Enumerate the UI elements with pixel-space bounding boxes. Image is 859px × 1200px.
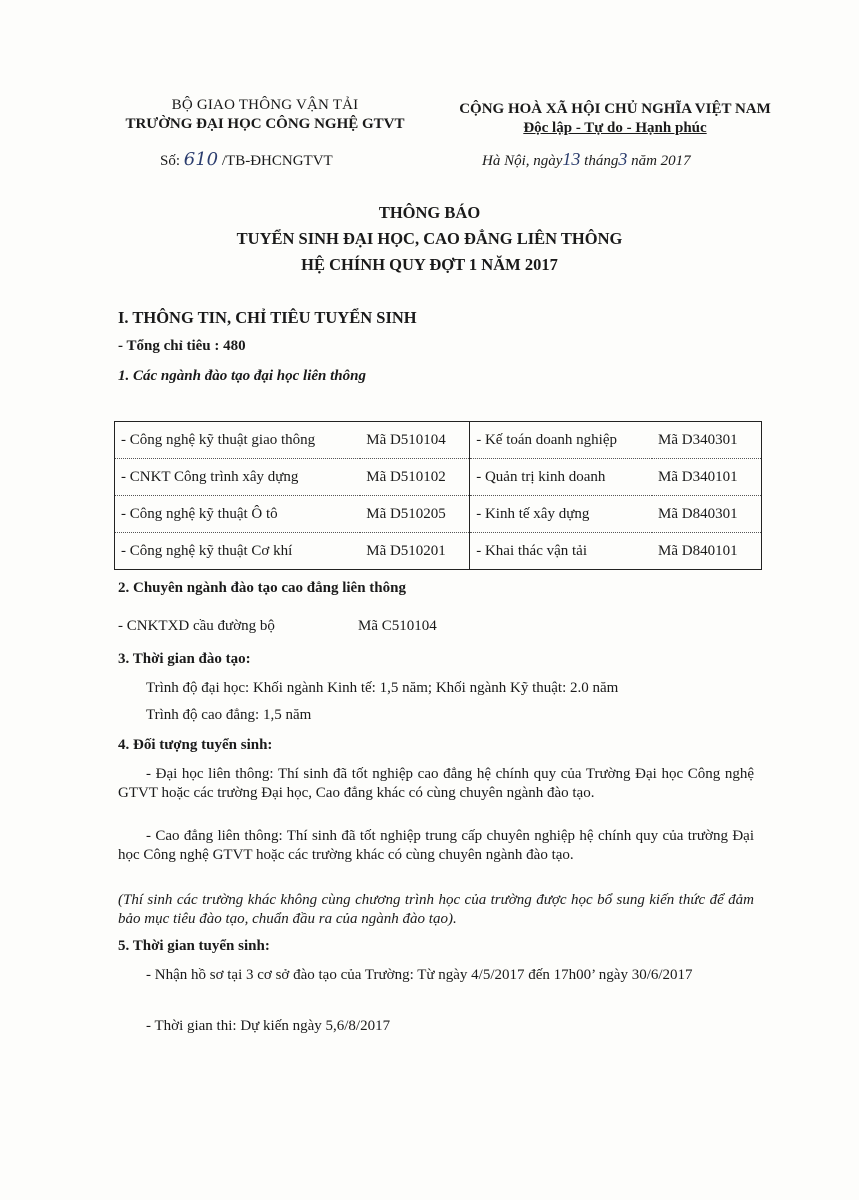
title-line-1: THÔNG BÁO xyxy=(378,203,481,222)
target-college: - Cao đẳng liên thông: Thí sinh đã tốt nghiệp trung cấp chuyên nghiệp hệ chính quy của trường Đại học Công nghệ GTVT hoặc các trường khác có cùng chuyên ngành đào tạo. xyxy=(118,828,754,863)
duration-college: Trình độ cao đẳng: 1,5 năm xyxy=(146,707,312,723)
date-year: năm 2017 xyxy=(631,153,691,169)
title-line-2: TUYỂN SINH ĐẠI HỌC, CAO ĐẲNG LIÊN THÔNG xyxy=(236,229,623,248)
ref-suffix: /TB-ĐHCNGTVT xyxy=(221,153,333,169)
subheading-duration: 3. Thời gian đào tạo: xyxy=(118,651,251,667)
major-name: - Quản trị kinh doanh xyxy=(470,459,652,496)
total-quota: - Tổng chỉ tiêu : 480 xyxy=(118,338,246,354)
major-code: Mã D510102 xyxy=(360,459,469,496)
major-code: Mã D340301 xyxy=(652,422,762,459)
subheading-target: 4. Đối tượng tuyển sinh: xyxy=(118,737,273,753)
subheading-college-majors: 2. Chuyên ngành đào tạo cao đẳng liên thông xyxy=(118,580,406,596)
major-code: Mã D510205 xyxy=(360,496,469,533)
title-line-3: HỆ CHÍNH QUY ĐỢT 1 NĂM 2017 xyxy=(301,255,558,274)
major-name: - Công nghệ kỹ thuật Cơ khí xyxy=(115,533,361,570)
college-major-name: - CNKTXD cầu đường bộ xyxy=(118,618,275,634)
ref-prefix: Số: xyxy=(160,153,181,169)
country-name: CỘNG HOÀ XÃ HỘI CHỦ NGHĨA VIỆT NAM xyxy=(459,101,771,117)
ref-number: 610 xyxy=(183,149,219,170)
date-month: 3 xyxy=(618,149,628,169)
major-name: - Công nghệ kỹ thuật Ô tô xyxy=(115,496,361,533)
major-name: - Khai thác vận tải xyxy=(470,533,652,570)
major-code: Mã D510201 xyxy=(360,533,469,570)
subheading-university-majors: 1. Các ngành đào tạo đại học liên thông xyxy=(118,368,366,384)
majors-table xyxy=(114,421,762,570)
major-code: Mã D840101 xyxy=(652,533,762,570)
school-name: TRƯỜNG ĐẠI HỌC CÔNG NGHỆ GTVT xyxy=(125,116,405,132)
application-period: - Nhận hồ sơ tại 3 cơ sở đào tạo của Trường: Từ ngày 4/5/2017 đến 17h00’ ngày 30/6/2017 xyxy=(146,967,693,983)
table-row xyxy=(115,496,762,533)
date-day: 13 xyxy=(562,149,581,169)
target-note: (Thí sinh các trường khác không cùng chương trình học của trường được học bổ sung kiến thức để đảm bảo mục tiêu đào tạo, chuẩn đầu ra của ngành đào tạo). xyxy=(118,892,754,927)
table-row xyxy=(115,422,762,459)
major-name: - Kinh tế xây dựng xyxy=(470,496,652,533)
exam-date: - Thời gian thi: Dự kiến ngày 5,6/8/2017 xyxy=(146,1018,391,1034)
major-code: Mã D340101 xyxy=(652,459,762,496)
duration-university: Trình độ đại học: Khối ngành Kinh tế: 1,5 năm; Khối ngành Kỹ thuật: 2.0 năm xyxy=(146,680,619,696)
major-code: Mã D510104 xyxy=(360,422,469,459)
table-row xyxy=(115,459,762,496)
major-name: - Công nghệ kỹ thuật giao thông xyxy=(115,422,361,459)
document-title xyxy=(0,200,859,278)
major-name: - CNKT Công trình xây dựng xyxy=(115,459,361,496)
national-motto: Độc lập - Tự do - Hạnh phúc xyxy=(523,120,707,136)
section-heading: I. THÔNG TIN, CHỈ TIÊU TUYỂN SINH xyxy=(118,308,417,327)
subheading-admission-time: 5. Thời gian tuyển sinh: xyxy=(118,938,270,954)
major-code: Mã D840301 xyxy=(652,496,762,533)
date-month-label: tháng xyxy=(584,153,619,169)
national-header xyxy=(430,100,800,138)
date-place: Hà Nội, ngày xyxy=(482,153,563,169)
issue-date xyxy=(482,149,691,170)
ministry-name: BỘ GIAO THÔNG VẬN TẢI xyxy=(171,97,359,113)
issuer-header xyxy=(100,96,430,134)
document-number xyxy=(160,149,333,170)
target-university: - Đại học liên thông: Thí sinh đã tốt nghiệp cao đẳng hệ chính quy của Trường Đại học Công nghệ GTVT hoặc các trường Đại học, Cao đẳng khác có cùng chuyên ngành đào tạo. xyxy=(118,766,754,801)
college-major-code: Mã C510104 xyxy=(358,618,437,634)
table-row xyxy=(115,533,762,570)
major-name: - Kế toán doanh nghiệp xyxy=(470,422,652,459)
